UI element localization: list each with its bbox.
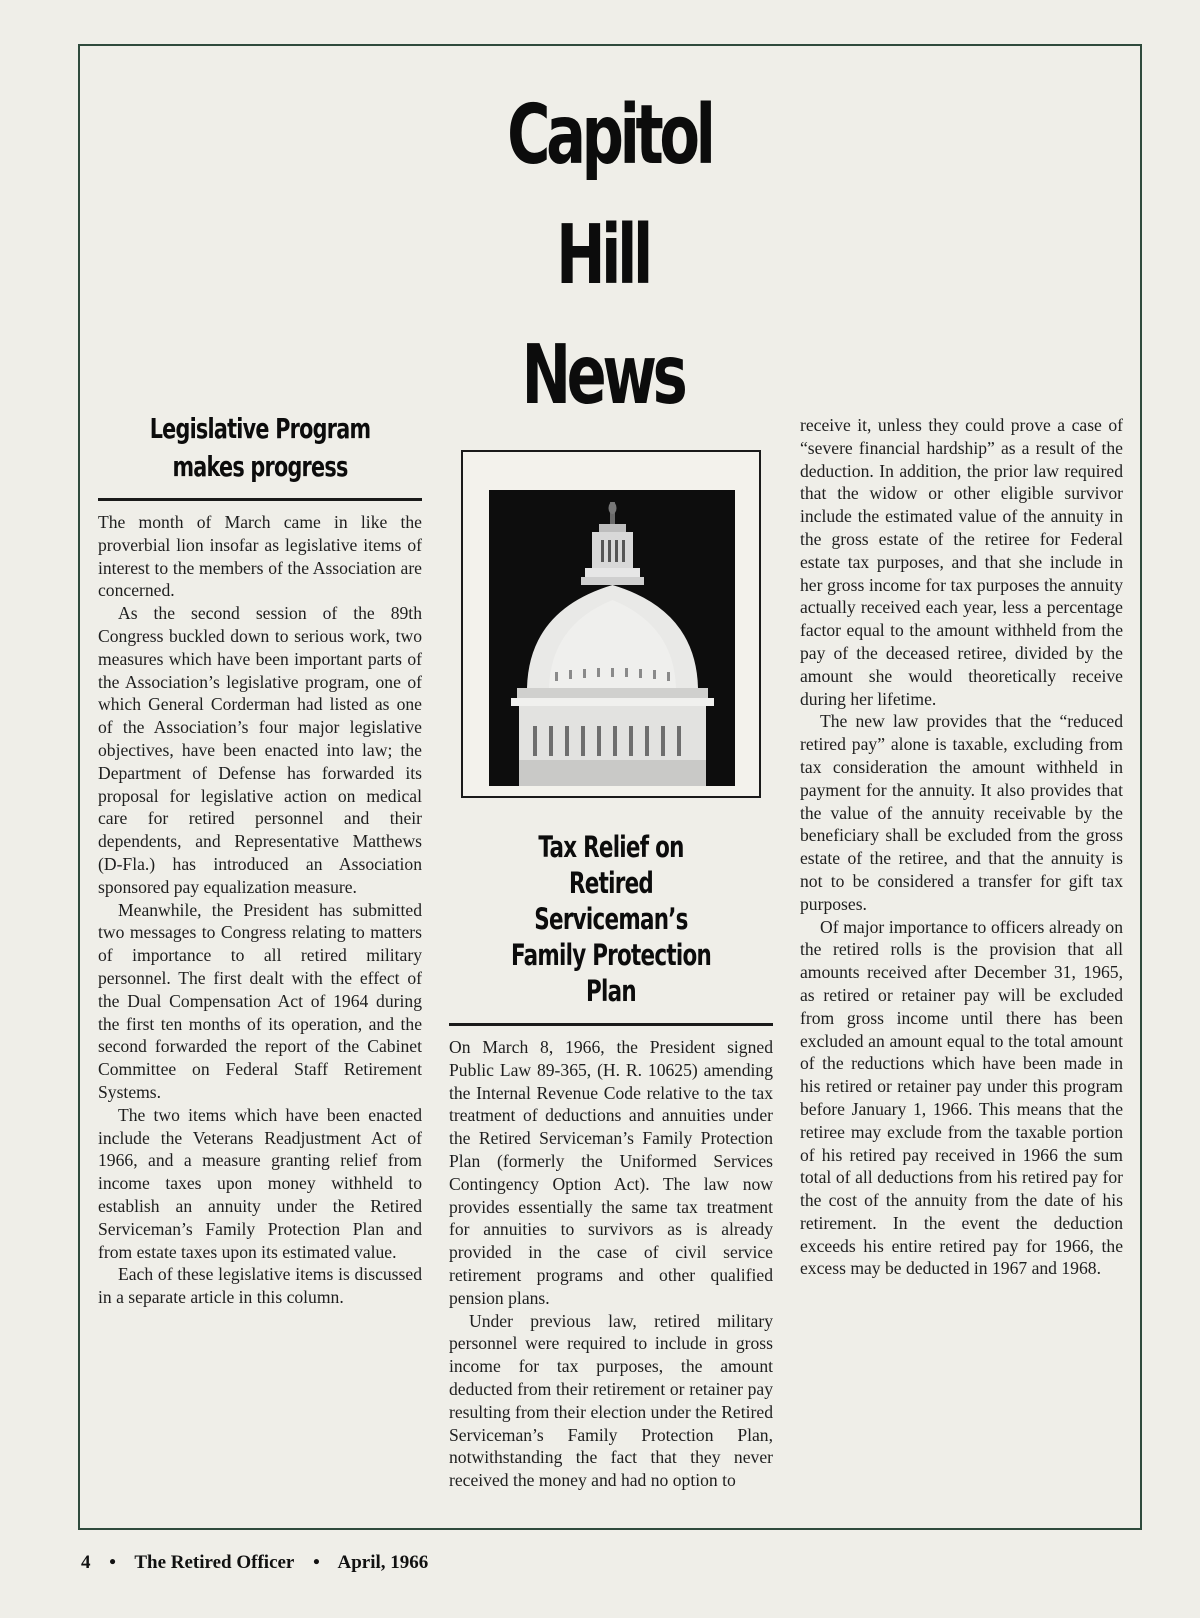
masthead-line-news: News — [521, 328, 684, 423]
article2-headline-line2: Retired Serviceman’s — [534, 866, 688, 936]
publication-name: The Retired Officer — [134, 1552, 295, 1573]
article1-paragraph: As the second session of the 89th Congress buckled down to serious work, two measures which have been important parts of the Association’s legislative program, one of which General Corderman had listed as one of the Association’s four major legislative objectives, have been enacted into law; the Department of Defense has forwarded its proposal for legislative action on medical care for retired personnel and their dependents, and Representative Matthews (D-Fla.) has introduced an Association sponsored pay equalization measure. — [98, 603, 422, 897]
page-number: 4 — [81, 1552, 91, 1573]
footer-bullet: • — [109, 1552, 116, 1573]
article2-paragraph: On March 8, 1966, the President signed Public Law 89-365, (H. R. 10625) amending the Internal Revenue Code relative to the tax treatment of deductions and annuities under the Retired Serviceman’s Family Protection Plan (formerly the Uniformed Services Contingency Option Act). The law now provides essentially the same tax treatment for annuities to survivors as is already provided in the case of civil service retirement programs and other qualified pension plans. — [449, 1037, 773, 1308]
article1-headline-line2: makes progress — [172, 450, 348, 483]
headline-rule — [98, 498, 422, 501]
issue-date: April, 1966 — [337, 1552, 429, 1573]
article2-headline — [491, 829, 731, 1009]
footer-bullet: • — [313, 1552, 320, 1573]
masthead-line-capitol: Capitol — [507, 88, 712, 183]
article-legislative-program — [98, 410, 422, 1309]
article1-paragraph: The month of March came in like the proverbial lion insofar as legislative items of interest to the members of the Association are concerned. — [98, 512, 422, 601]
article1-headline-line1: Legislative Program — [149, 412, 371, 445]
masthead-title — [507, 76, 712, 436]
headline-rule — [449, 1023, 773, 1026]
article2-paragraph: Under previous law, retired military personnel were required to include in gross income for tax purposes, the amount deducted from their retirement or retainer pay resulting from their election under the Retired Serviceman’s Family Protection Plan, notwithstanding the fact that they never received the money and had no option to — [449, 1310, 773, 1491]
masthead-line-hill: Hill — [556, 208, 649, 303]
article2-continued-paragraph: Of major importance to officers already on the retired rolls is the provision that all amounts received after December 31, 1965, as retired or retainer pay will be excluded from gross income until there has been excluded an amount equal to the total amount of the reductions which have been made in his retired or retainer pay under this program before January 1, 1966. This means that the retiree may exclude from the taxable portion of his retired pay received in 1966 the sum total of all deductions from his retired pay for the cost of the annuity from the date of his retirement. In the event the deduction exceeds his entire retired pay for 1966, the excess may be deducted in 1967 and 1968. — [800, 916, 1123, 1279]
article-tax-relief — [449, 829, 773, 1492]
capitol-dome-photo — [461, 450, 761, 798]
article1-paragraph: Meanwhile, the President has submitted two messages to Congress relating to matters of importance to all retired military personnel. The first dealt with the effect of the Dual Compensation Act of 1964 during the first ten months of its operation, and the second forwarded the report of the Cabinet Committee on Federal Staff Retirement Systems. — [98, 899, 422, 1102]
article1-paragraph: Each of these legislative items is discussed in a separate article in this column. — [98, 1264, 422, 1308]
article-tax-relief-continued — [800, 414, 1123, 1280]
article2-continued-paragraph: The new law provides that the “reduced retired pay” alone is taxable, excluding from tax consideration the amount withheld in payment for the annuity. It also provides that the value of the annuity receivable by the beneficiary shall be excluded from the gross estate of the retiree, and that the annuity is not to be considered a transfer for gift tax purposes. — [800, 711, 1123, 914]
page-footer — [81, 1552, 442, 1574]
capitol-dome-image — [489, 490, 735, 786]
article2-continued-paragraph: receive it, unless they could prove a case of “severe financial hardship” as a result of the deduction. In addition, the prior law required that the widow or other eligible survivor include the estimated value of the annuity in the gross estate of the retiree for Federal estate tax purposes, and that she include in her gross income for tax purposes the annuity actually received each year, less a percentage factor equal to the amount withheld from the pay of the deceased retiree, divided by the amount she would theoretically receive during her lifetime. — [800, 415, 1123, 709]
article1-headline — [140, 410, 380, 486]
article2-headline-line1: Tax Relief on — [538, 830, 684, 864]
article1-paragraph: The two items which have been enacted include the Veterans Readjustment Act of 1966, and a measure granting relief from income taxes upon money withheld to establish an annuity under the Retired Serviceman’s Family Protection Plan and from estate taxes upon its estimated value. — [98, 1104, 422, 1262]
article2-headline-line3: Family Protection Plan — [510, 938, 712, 1008]
